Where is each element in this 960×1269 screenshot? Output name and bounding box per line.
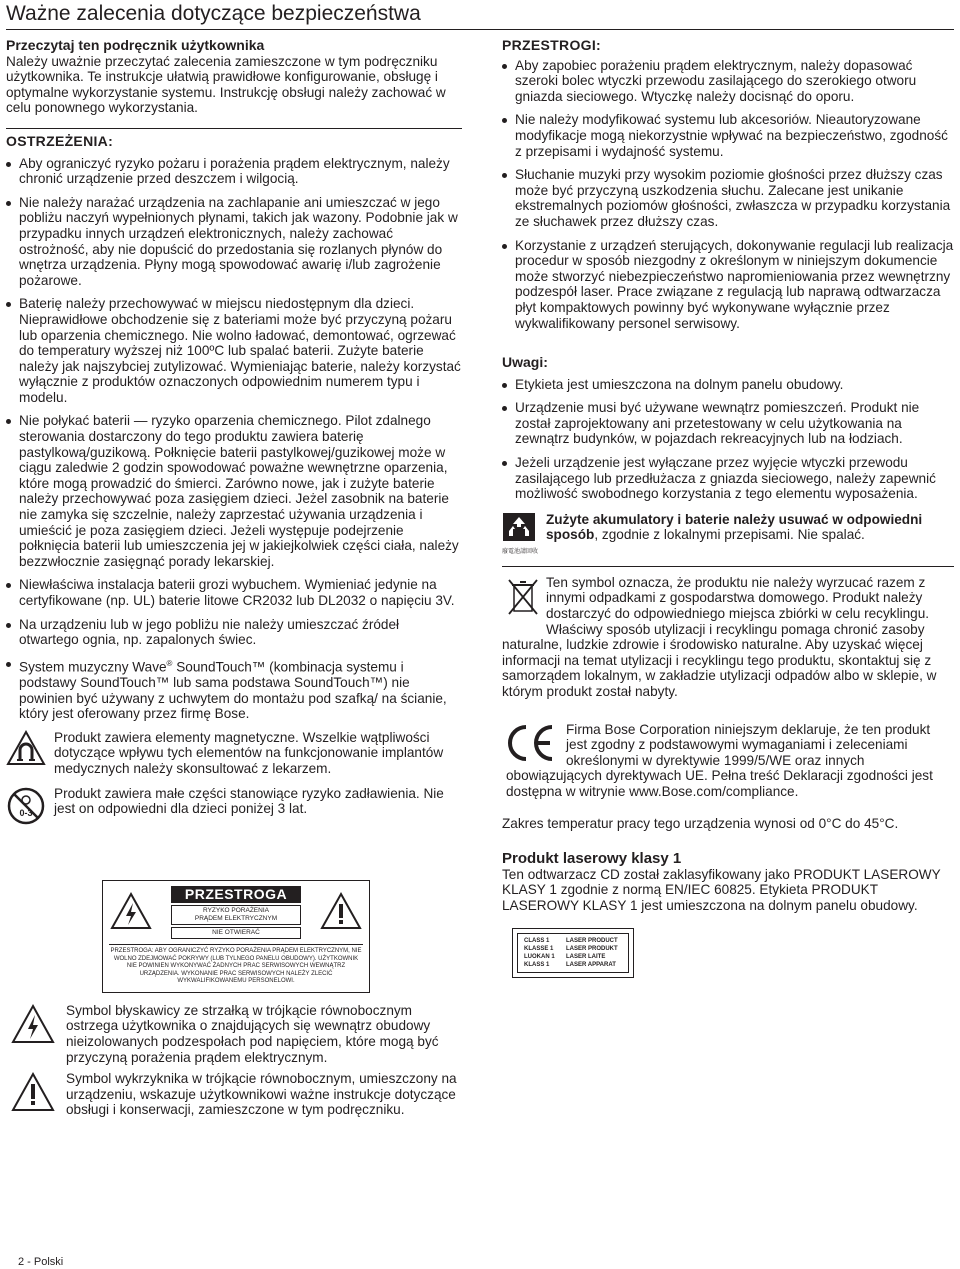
exclamation-explanation: [10, 1071, 462, 1121]
laser-label-product: LASER PRODUCT: [566, 937, 618, 944]
caution-label: [102, 880, 370, 993]
cautions-heading: PRZESTROGI:: [502, 37, 601, 53]
caution-label-banner: PRZESTROGA: [171, 886, 301, 904]
notes-list: [502, 377, 954, 502]
choking-text: Produkt zawiera małe części stanowiące ryzyko zadławienia. Nie jest on odpowiedni dla dzieci poniżej 3 lat.: [54, 785, 444, 817]
battery-disposal-rest: , zgodnie z lokalnymi przepisami. Nie spalać.: [594, 527, 865, 543]
magnet-warning-icon: [6, 730, 46, 770]
exclamation-triangle-icon: [319, 891, 363, 935]
lightning-triangle-icon: [10, 1003, 56, 1049]
caution-item: Słuchanie muzyki przy wysokim poziomie głośności przez dłuższy czas może być przyczyną uszkodzenia słuchu. Zalecane jest unikanie ekstremalnych poziomów głośności, zwłaszcza w przypadku korzystania ze słuchawek przez dłuższy czas.: [502, 167, 954, 229]
ce-text: Firma Bose Corporation niniejszym deklaruje, że ten produkt jest zgodny z podstawowymi wymaganiami i zeleceniami określonymi w dyrektywie 1999/5/WE oraz innych obowiązujących dyrektywach UE. Pełna treść Deklaracji zgodności jest dostępna w witrynie www.Bose.com/compliance.: [506, 721, 933, 799]
lightning-triangle-icon: [109, 891, 153, 935]
warnings-list: [6, 156, 462, 722]
weee-text: Ten symbol oznacza, że produktu nie należy wyrzucać razem z innymi odpadkami z gospodarstwa domowego. Produkt należy dostarczyć do odpowiedniego miejsca zbiórki w celu recyklingu. Właściwy sposób utylizacji i recyklingu pomaga chronić zasoby naturalne, ludzkie zdrowie i środowisko naturalne. Aby uzyskać więcej informacji na temat utylizacji i recyklingu tego produktu, skontaktuj się z samorządem lokalnym, w zakładzie utylizacji odpadów albo w sklepie, w którym produkt został nabyty.: [502, 574, 937, 699]
wave-text-post: SoundTouch™ (kombinacja systemu i podstawy SoundTouch™ lub sama podstawa SoundTouch™) nie powinien być używany z uchwytem do montażu pod szafką/ na ścianie, który jest oferowany przez firmę Bose.: [19, 659, 447, 722]
warning-item: Aby ograniczyć ryzyko pożaru i porażenia prądem elektrycznym, należy chronić urządzenie przed deszczem i wilgocią.: [6, 156, 462, 187]
section-divider: [502, 566, 954, 567]
warning-item-wave: [6, 656, 462, 722]
note-item: Jeżeli urządzenie jest wyłączane przez wyjęcie wtyczki przewodu zasilającego lub przedłużacza z gniazda sieciowego, należy zapewnić możliwość swobodnego korzystania z tego elementu wyposażenia.: [502, 455, 954, 502]
laser-label-class: CLASS 1: [524, 937, 550, 944]
laser-label-product: LASER LAITE: [566, 953, 606, 960]
laser-label-product: LASER APPARAT: [566, 961, 616, 968]
battery-disposal-bold: Zużyte akumulatory i baterie należy usuwać w odpowiedni sposób: [546, 511, 923, 543]
warning-item: Na urządzeniu lub w jego pobliżu nie należy umieszczać źródeł otwartego ognia, np. zapalonych świec.: [6, 617, 462, 648]
read-manual-text: Należy uważnie przeczytać zalecenia zamieszczone w tym podręczniku użytkownika. Te instrukcje ułatwią prawidłowe konfigurowanie, obsługę i optymalne wykorzystanie systemu. Instrukcję obsługi należy zachować w celu ponownego wykorzystania.: [6, 53, 446, 116]
read-manual-heading: Przeczytaj ten podręcznik użytkownika: [6, 37, 265, 53]
warning-item: Nie połykać baterii — ryzyko oparzenia chemicznego. Pilot zdalnego sterowania dostarczony do tego produktu zawiera baterię pastylkową/guzikową. Połknięcie baterii pastylkowej/guzikowej może w ciągu zaledwie 2 godzin spowodować poważne wewnętrzne oparzenia, które mogą prowadzić do śmierci. Zarówno nowe, jak i zużyte baterie należy przechowywać poza zasięgiem dzieci. Jeżel zasobnik na baterie nie zamyka się szczelnie, należy zaprzestać używania urządzenia i umieścić je poza zasięgiem dzieci. Jeżeli występuje podejrzenie połknięcia baterii lub umieszczenia jej w jakiejkolwiek części ciała, należy bezzwłocznie zasięgnąć porady lekarskiej.: [6, 413, 462, 569]
lightning-text: Symbol błyskawicy ze strzałką w trójkącie równobocznym ostrzega użytkownika o znajdujących się wewnątrz obudowy nieizolowanych podzespołach pod napięciem, które mogą być przyczyną porażenia prądem elektrycznym.: [66, 1002, 439, 1065]
warning-item: Nie należy narażać urządzenia na zachlapanie ani umieszczać w jego pobliżu naczyń wypełnionych płynami, takich jak wazony. Podobnie jak w przypadku innych urządzeń elektronicznych, należy zachować ostrożność, aby nie dopuścić do przedostania się rozlanych płynów do wnętrza urządzenia. Płyny mogą spowodować awarię i/lub zagrożenie pożarowe.: [6, 195, 462, 289]
caution-item: Aby zapobiec porażeniu prądem elektrycznym, należy dopasować szeroki bolec wtyczki przewodu zasilającego do szerokiego otworu gniazda sieciowego. Wtyczkę należy docisnąć do oporu.: [502, 58, 954, 105]
caution-label-line: PRĄDEM ELEKTRYCZNYM: [194, 915, 278, 923]
caution-label-line: NIE OTWIERAĆ: [171, 927, 301, 939]
laser-heading: Produkt laserowy klasy 1: [502, 850, 682, 868]
caution-label-text: PRZESTROGA: ABY OGRANICZYĆ RYZYKO PORAŻENIA PRĄDEM ELEKTRYCZNYM, NIE WOLNO ZDEJMOWAĆ POKRYWY (LUB TYLNEGO PANELU OBUDOWY). UŻYTKOWNIK NIE POWINIEN WYKONYWAĆ ŻADNYCH PRAC SERWISOWYCH WEWNĄTRZ URZĄDZENIA. WYKONANIE PRAC SERWISOWYCH NALEŻY ZLECIĆ WYKWALIFIKOWANEMU PERSONELOWI.: [109, 944, 363, 986]
ce-mark-icon: [502, 722, 558, 768]
registered-mark: ®: [166, 658, 173, 668]
note-item: Urządzenie musi być używane wewnątrz pomieszczeń. Produkt nie został zaprojektowany ani przetestowany w celu użytkowania na zewnątrz budynków, w pojazdach rekreacyjnych lub na łodziach.: [502, 400, 954, 447]
lightning-explanation: [10, 1003, 462, 1065]
caution-item: Nie należy modyfikować systemu lub akcesoriów. Nieautoryzowane modyfikacje mogą niekorzystnie wpływać na bezpieczeństwo, zgodność z przepisami i wydajność systemu.: [502, 112, 954, 159]
exclamation-text: Symbol wykrzyknika w trójkącie równobocznym, umieszczony na urządzeniu, wskazuje użytkownikowi ważne instrukcje dotyczące obsługi i konserwacji, zamieszczone w tym podręczniku.: [66, 1071, 457, 1118]
laser-class-label: [512, 928, 634, 978]
laser-label-class: LUOKAN 1: [524, 953, 555, 960]
caution-item: Korzystanie z urządzeń sterujących, dokonywanie regulacji lub realizacja procedur w sposób niezgodny z określonym w niniejszym dokumencie może stworzyć niebezpieczeństwo napromieniowania przez wewnętrzny podzespół laser. Prace związane z regulacją lub naprawą odtwarzacza płyt kompaktowych powinny być wykonywane wyłącznie przez wykwalifikowany personel serwisowy.: [502, 238, 954, 332]
magnet-notice: [6, 730, 462, 780]
exclamation-triangle-icon: [10, 1071, 56, 1117]
left-column: [6, 38, 462, 1121]
caution-label-line: RYZYKO PORAŻENIA: [203, 907, 269, 915]
laser-label-class: KLASS 1: [524, 961, 550, 968]
weee-notice: [502, 575, 954, 700]
warning-item: Niewłaściwa instalacja baterii grozi wybuchem. Wymieniać jedynie na certyfikowane (np. UL) baterie litowe CR2032 lub DL2032 o napięciu 3V.: [6, 577, 462, 608]
battery-disposal-notice: [502, 511, 954, 555]
ce-notice: [502, 722, 954, 800]
page-title: Ważne zalecenia dotyczące bezpieczeństwa: [6, 2, 421, 25]
battery-recycle-icon: [502, 512, 536, 546]
crossed-bin-icon: [506, 577, 540, 621]
laser-text: Ten odtwarzacz CD został zaklasyfikowany jako PRODUKT LASEROWY KLASY 1 zgodnie z normą EN/IEC 60825. Etykieta PRODUKT LASEROWY KLASY 1 jest umieszczona na dolnym panelu obudowy.: [502, 866, 941, 913]
choking-notice: [6, 786, 462, 836]
choking-icon-label: 0-3: [19, 807, 33, 818]
wave-text-pre: System muzyczny Wave: [19, 659, 167, 675]
choking-hazard-icon: [6, 786, 46, 830]
battery-icon-caption: 廢電池請回收: [502, 548, 539, 555]
temperature-text: Zakres temperatur pracy tego urządzenia wynosi od 0°C do 45°C.: [502, 815, 899, 831]
notes-heading: Uwagi:: [502, 354, 548, 371]
magnet-text: Produkt zawiera elementy magnetyczne. Wszelkie wątpliwości dotyczące wpływu tych elementów na funkcjonowanie implantów medycznych należy skonsultować z lekarzem.: [54, 729, 444, 776]
warnings-heading: OSTRZEŻENIA:: [6, 128, 462, 150]
laser-label-class: KLASSE 1: [524, 945, 554, 952]
cautions-list: [502, 58, 954, 332]
laser-label-product: LASER PRODUKT: [566, 945, 618, 952]
right-column: [502, 38, 954, 978]
page-number: 2 - Polski: [18, 1256, 64, 1268]
note-item: Etykieta jest umieszczona na dolnym panelu obudowy.: [502, 377, 954, 393]
warning-item: Baterię należy przechowywać w miejscu niedostępnym dla dzieci. Nieprawidłowe obchodzenie się z bateriami może być przyczyną pożaru lub oparzenia chemicznego. Nie wolno ładować, demontować, ogrzewać do temperatury wyższej niż 100ºC lub spalać baterii. Zużyte baterie należy jak najszybciej zutylizować. Wymieniając baterie, należy korzystać wyłącznie z produktów oznaczonych odpowiednim numerem typu i modelu.: [6, 296, 462, 405]
battery-disposal-text: [546, 512, 954, 543]
title-divider: [6, 29, 954, 30]
